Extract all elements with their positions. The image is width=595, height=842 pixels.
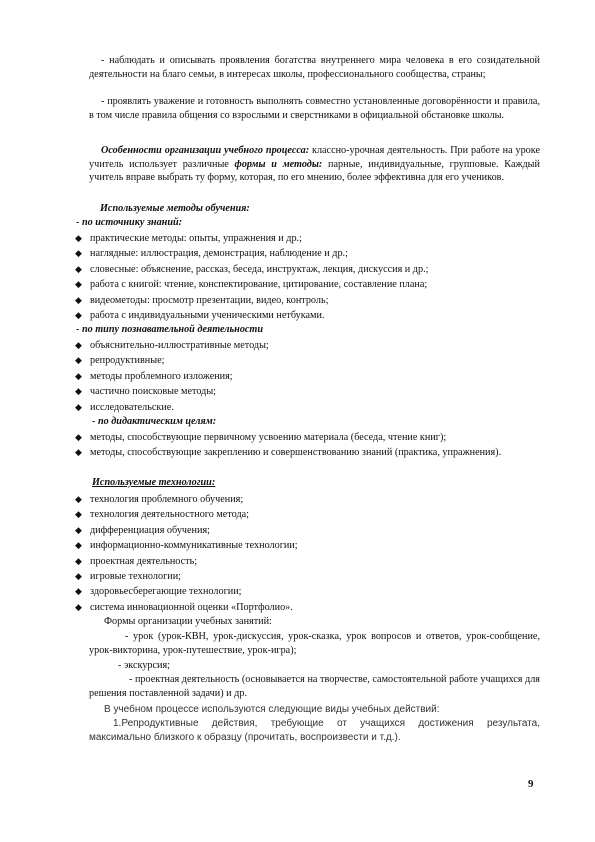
list-item: ◆ объяснительно-иллюстративные методы; [72,338,540,353]
forms-lesson: - урок (урок-КВН, урок-дискуссия, урок-сказка, урок вопросов и ответов, урок-сообщение, урок-викторина, урок-путешествие, урок-игра); [89,631,540,656]
intro-paragraph-2: - проявлять уважение и готовность выполнять совместно установленные договорённости и правила, в том числе правила общения со взрослыми и сверстниками в официальной обстановке школы. [89,96,540,121]
technologies-heading: Используемые технологии: [92,477,216,488]
list-item: ◆ методы, способствующие закреплению и совершенствованию знаний (практика, упражнения). [72,445,540,460]
bullet-icon: ◆ [75,340,82,350]
bullet-icon: ◆ [75,401,82,412]
bullet-icon: ◆ [75,310,82,321]
bullet-icon: ◆ [75,279,82,290]
list-item: ◆ дифференциация обучения; [72,523,540,538]
bullet-icon: ◆ [75,355,82,366]
list-item: ◆ методы проблемного изложения; [72,369,540,384]
list-item: ◆ проектная деятельность; [72,554,540,569]
bullet-icon: ◆ [75,555,82,566]
list-item: ◆ технология деятельностного метода; [72,507,540,522]
list-item: ◆ система инновационной оценки «Портфолио». [72,600,540,615]
bullet-icon: ◆ [75,294,82,305]
features-text-2: парные, индивидуальные, групповые. Каждый учитель вправе выбрать ту форму, которая, по его мнению, более эффективна для его учеников. [89,158,540,184]
list-item: ◆ репродуктивные; [72,353,540,368]
list-item: ◆ здоровьесберегающие технологии; [72,584,540,599]
bullet-icon: ◆ [75,248,82,259]
bullet-icon: ◆ [75,447,82,458]
page-number: 9 [528,778,534,790]
bullet-icon: ◆ [75,524,82,535]
list-item: ◆ частично поисковые методы; [72,384,540,399]
by-activity-label: - по типу познавательной деятельности [76,324,264,335]
list-item: ◆ технология проблемного обучения; [72,492,540,507]
bullet-icon: ◆ [75,586,82,597]
features-paragraph [89,144,540,185]
bullet-icon: ◆ [75,370,82,381]
bullet-icon: ◆ [75,601,82,612]
by-source-label: - по источнику знаний: [76,217,183,228]
features-emphasis: формы и методы: [234,158,323,170]
bullet-icon: ◆ [75,233,82,243]
methods-heading: Используемые методы обучения: [100,203,250,214]
by-source-list [72,231,540,323]
list-item: ◆ исследовательские. [72,400,540,415]
list-item: ◆ методы, способствующие первичному усвоению материала (беседа, чтение книг); [72,430,540,445]
bullet-icon: ◆ [75,386,82,397]
bullet-icon: ◆ [75,571,82,582]
by-activity-list [72,338,540,415]
list-item: ◆ словесные: объяснение, рассказ, беседа, инструктаж, лекция, дискуссия и др.; [72,262,540,277]
list-item: ◆ информационно-коммуникативные технологии; [72,538,540,553]
forms-excursion: - экскурсия; [118,660,171,671]
forms-project: - проектная деятельность (основывается на творчестве, самостоятельной работе учащихся для решения поставленной задачи) и др. [89,674,540,699]
forms-heading: Формы организации учебных занятий: [104,616,272,627]
features-text-1: классно-урочная деятельность. При работе на уроке учитель использует различные [89,145,540,170]
technologies-list [72,492,540,615]
list-item: ◆ работа с книгой: чтение, конспектирование, цитирование, составление плана; [72,277,540,292]
by-goals-list [72,430,540,461]
list-item: ◆ практические методы: опыты, упражнения и др.; [72,231,540,246]
intro-paragraph-1: - наблюдать и описывать проявления богатства внутреннего мира человека в его созидательной деятельности на благо семьи, в интересах школы, профессионального сообщества, страны; [89,55,540,80]
actions-item-1: 1.Репродуктивные действия, требующие от учащихся достижения результата, максимально близкого к образцу (прочитать, воспроизвести и т.д.). [89,718,540,743]
bullet-icon: ◆ [75,540,82,551]
list-item: ◆ наглядные: иллюстрация, демонстрация, наблюдение и др.; [72,246,540,261]
features-lead: Особенности организации учебного процесса: [101,145,310,156]
bullet-icon: ◆ [75,432,82,442]
list-item: ◆ игровые технологии; [72,569,540,584]
actions-intro: В учебном процессе используются следующие виды учебных действий: [104,704,440,715]
bullet-icon: ◆ [75,509,82,520]
by-goals-label: - по дидактическим целям: [92,416,217,427]
bullet-icon: ◆ [75,494,82,504]
list-item: ◆ видеометоды: просмотр презентации, видео, контроль; [72,293,540,308]
bullet-icon: ◆ [75,263,82,274]
list-item: ◆ работа с индивидуальными ученическими нетбуками. [72,308,540,323]
